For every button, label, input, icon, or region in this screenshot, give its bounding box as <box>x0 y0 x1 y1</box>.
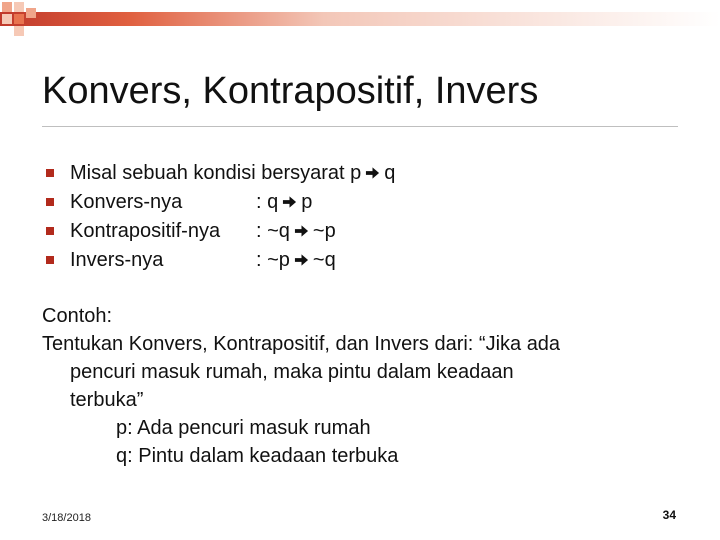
corner-squares-decoration <box>0 0 60 50</box>
square-bullet-icon <box>46 198 54 206</box>
page-number: 34 <box>662 508 676 522</box>
square-bullet-icon <box>46 227 54 235</box>
example-block <box>42 302 682 470</box>
bullet-label: Konvers-nya <box>70 191 183 213</box>
bullet-tail: q <box>384 162 396 184</box>
right-arrow-icon <box>282 195 297 209</box>
footer-date: 3/18/2018 <box>42 512 91 524</box>
bullet-tail: ~q <box>312 249 336 271</box>
bullet-value: : ~p <box>256 249 290 271</box>
right-arrow-icon <box>365 166 380 180</box>
q-statement: q: Pintu dalam keadaan terbuka <box>116 445 399 467</box>
bullet-label: Misal sebuah kondisi bersyarat p <box>70 162 362 184</box>
example-text-line: terbuka” <box>70 389 144 411</box>
p-statement: p: Ada pencuri masuk rumah <box>116 417 371 439</box>
example-text-line: Tentukan Konvers, Kontrapositif, dan Invers dari: “Jika ada <box>42 333 561 355</box>
bullet-tail: p <box>301 191 313 213</box>
bullet-tail: ~p <box>312 220 336 242</box>
example-text-line: pencuri masuk rumah, maka pintu dalam keadaan <box>70 361 514 383</box>
example-heading: Contoh: <box>42 305 113 327</box>
bullet-label: Invers-nya <box>70 249 164 271</box>
title-divider <box>42 126 678 127</box>
square-bullet-icon <box>46 169 54 177</box>
slide-title: Konvers, Kontrapositif, Invers <box>42 70 539 112</box>
header-band <box>0 12 720 26</box>
square-bullet-icon <box>46 256 54 264</box>
right-arrow-icon <box>294 224 309 238</box>
right-arrow-icon <box>294 253 309 267</box>
bullet-value: : ~q <box>256 220 290 242</box>
bullet-label: Kontrapositif-nya <box>70 220 221 242</box>
bullet-value: : q <box>256 191 279 213</box>
